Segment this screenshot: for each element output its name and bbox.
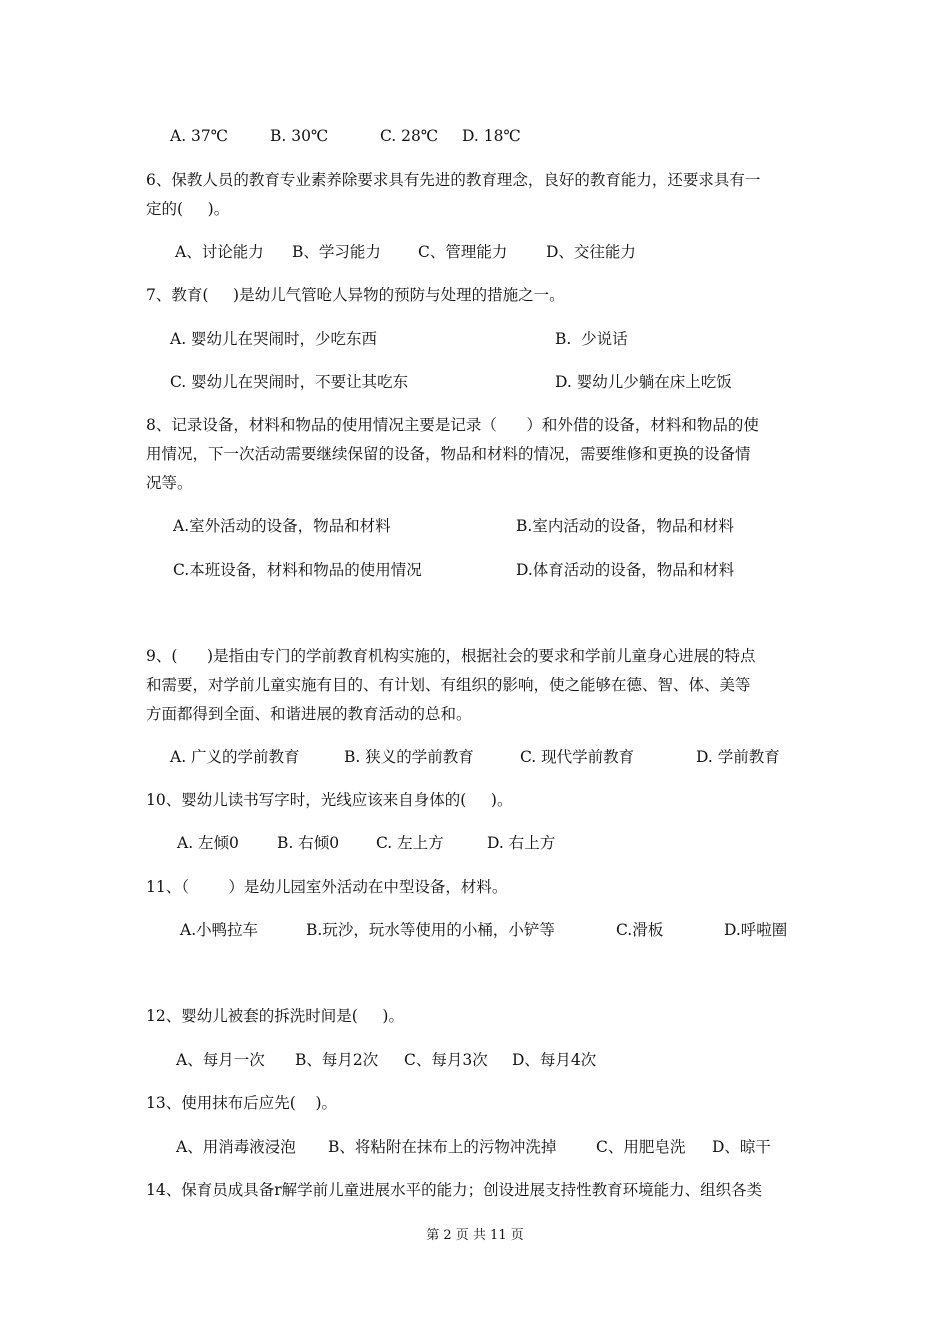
q12-option-b: B、每月2次 [295, 1051, 379, 1069]
q5-option-b: B. 30℃ [270, 127, 329, 145]
q7-option-b: B. 少说话 [555, 330, 628, 348]
q14-stem-line-1: 14、保育员成具备r解学前儿童进展水平的能力；创设进展支持性教育环境能力、组织各类 [146, 1181, 763, 1199]
q7-stem-line-1: 7、教育( )是幼儿气管呛人异物的预防与处理的措施之一。 [146, 286, 565, 304]
q10-option-c: C. 左上方 [376, 834, 444, 852]
q10-stem-line-1: 10、婴幼儿读书写字时，光线应该来自身体的( )。 [146, 791, 513, 809]
q6-option-d: D、交往能力 [546, 243, 636, 261]
q13-stem-line-1: 13、使用抹布后应先( )。 [146, 1094, 338, 1112]
q5-option-c: C. 28℃ [380, 127, 439, 145]
q9-option-d: D. 学前教育 [696, 748, 780, 766]
q6-option-a: A、讨论能力 [175, 243, 264, 261]
q9-option-b: B. 狭义的学前教育 [344, 748, 474, 766]
q6-option-c: C、管理能力 [418, 243, 508, 261]
q8-stem-line-3: 况等。 [146, 474, 193, 492]
q7-option-c: C. 婴幼儿在哭闹时，不要让其吃东 [170, 373, 409, 391]
q12-option-d: D、每月4次 [512, 1051, 597, 1069]
q9-stem-line-3: 方面都得到全面、和谐进展的教育活动的总和。 [146, 705, 472, 723]
q5-option-d: D. 18℃ [462, 127, 521, 145]
q5-option-a: A. 37℃ [170, 127, 229, 145]
q11-stem-line-1: 11、（ ）是幼儿园室外活动在中型设备，材料。 [146, 878, 508, 896]
q10-option-b: B. 右倾0 [277, 834, 340, 852]
q13-option-d: D、晾干 [712, 1138, 771, 1156]
q9-option-c: C. 现代学前教育 [520, 748, 635, 766]
q12-option-a: A、每月一次 [176, 1051, 265, 1069]
q7-option-a: A. 婴幼儿在哭闹时，少吃东西 [170, 330, 378, 348]
q8-stem-line-2: 用情况，下一次活动需要继续保留的设备，物品和材料的情况，需要维修和更换的设备情 [146, 445, 751, 463]
q13-option-a: A、用消毒液浸泡 [176, 1138, 296, 1156]
q8-option-a: A.室外活动的设备，物品和材料 [173, 517, 391, 535]
q12-option-c: C、每月3次 [404, 1051, 488, 1069]
q11-option-a: A.小鸭拉车 [180, 921, 259, 939]
q13-option-b: B、将粘附在抹布上的污物冲洗掉 [328, 1138, 557, 1156]
q11-option-d: D.呼啦圈 [724, 921, 788, 939]
q7-option-d: D. 婴幼儿少躺在床上吃饭 [555, 373, 732, 391]
q8-stem-line-1: 8、记录设备，材料和物品的使用情况主要是记录（ ）和外借的设备，材料和物品的使 [146, 416, 759, 434]
q10-option-a: A. 左倾0 [177, 834, 239, 852]
q9-option-a: A. 广义的学前教育 [170, 748, 300, 766]
q9-stem-line-1: 9、( )是指由专门的学前教育机构实施的，根据社会的要求和学前儿童身心进展的特点 [146, 647, 756, 665]
q6-option-b: B、学习能力 [292, 243, 381, 261]
q8-option-c: C.本班设备，材料和物品的使用情况 [173, 561, 422, 579]
page-footer: 第 2 页 共 11 页 [426, 1228, 524, 1243]
q11-option-c: C.滑板 [616, 921, 664, 939]
q13-option-c: C、用肥皂洗 [596, 1138, 686, 1156]
q6-stem-line-2: 定的( )。 [146, 200, 230, 218]
q8-option-d: D.体育活动的设备，物品和材料 [516, 561, 735, 579]
q8-option-b: B.室内活动的设备，物品和材料 [516, 517, 734, 535]
q6-stem-line-1: 6、保教人员的教育专业素养除要求具有先进的教育理念，良好的教育能力，还要求具有一 [146, 171, 761, 189]
q12-stem-line-1: 12、婴幼儿被套的拆洗时间是( )。 [146, 1007, 404, 1025]
q11-option-b: B.玩沙，玩水等使用的小桶，小铲等 [306, 921, 555, 939]
q10-option-d: D. 右上方 [487, 834, 556, 852]
q9-stem-line-2: 和需要，对学前儿童实施有目的、有计划、有组织的影响，使之能够在德、智、体、美等 [146, 676, 751, 694]
